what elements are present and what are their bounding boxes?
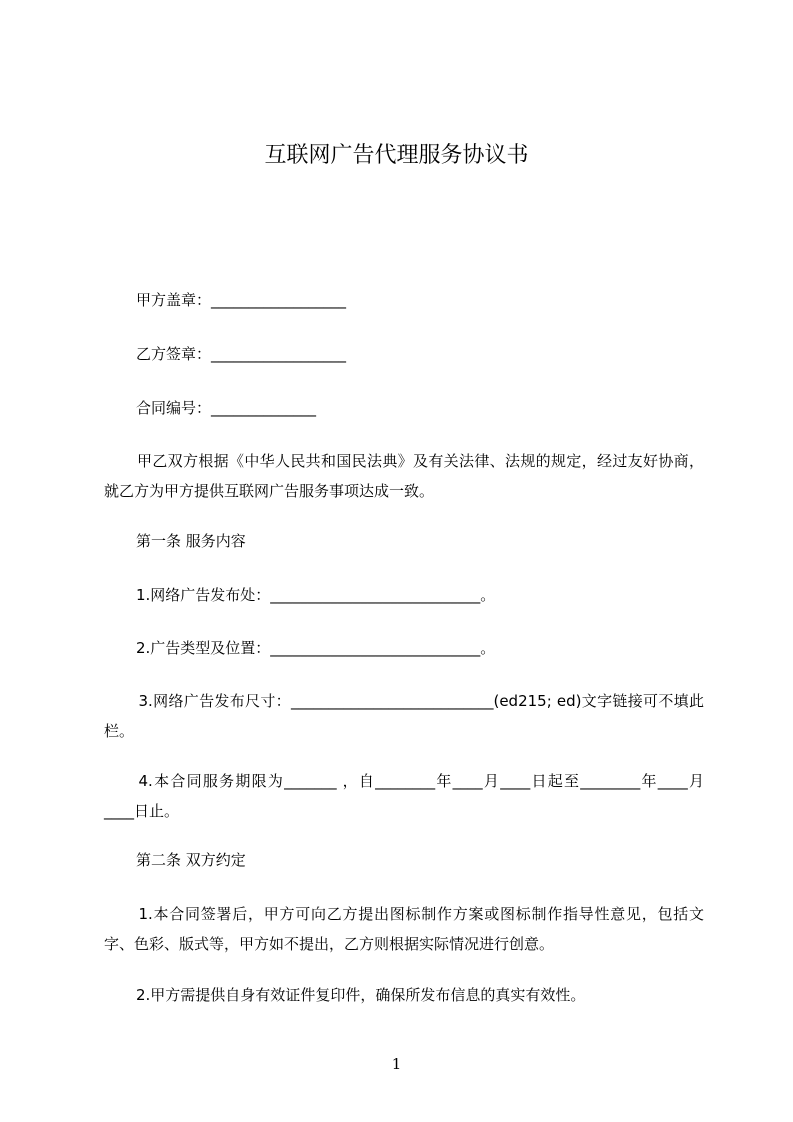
article-2-heading: 第二条 双方约定 bbox=[136, 851, 246, 869]
article-1-item-3: 3.网络广告发布尺寸：___________________________(ed215; ed)文字链接可不填此栏。 bbox=[104, 692, 704, 740]
article-1-item-4: 4.本合同服务期限为_______ ，自________年____月____日起至________年____月____日止。 bbox=[104, 772, 704, 820]
article-2-item-2: 2.甲方需提供自身有效证件复印件，确保所发布信息的真实有效性。 bbox=[136, 986, 586, 1004]
article-1-heading: 第一条 服务内容 bbox=[136, 532, 246, 550]
party-a-seal-line: 甲方盖章：__________________ bbox=[136, 291, 347, 309]
contract-number-line: 合同编号：______________ bbox=[136, 399, 317, 417]
article-1-item-2: 2.广告类型及位置：____________________________。 bbox=[136, 639, 496, 657]
intro-paragraph: 甲乙双方根据《中华人民共和国民法典》及有关法律、法规的规定，经过友好协商，就乙方为甲方提供互联网广告服务事项达成一致。 bbox=[104, 452, 704, 500]
document-title: 互联网广告代理服务协议书 bbox=[264, 143, 529, 168]
party-b-sign-line: 乙方签章：__________________ bbox=[136, 345, 347, 363]
page-number: 1 bbox=[391, 1055, 402, 1073]
article-2-item-1: 1.本合同签署后，甲方可向乙方提出图标制作方案或图标制作指导性意见，包括文字、色彩、版式等，甲方如不提出，乙方则根据实际情况进行创意。 bbox=[104, 905, 704, 953]
article-1-item-1: 1.网络广告发布处：____________________________。 bbox=[136, 586, 496, 604]
